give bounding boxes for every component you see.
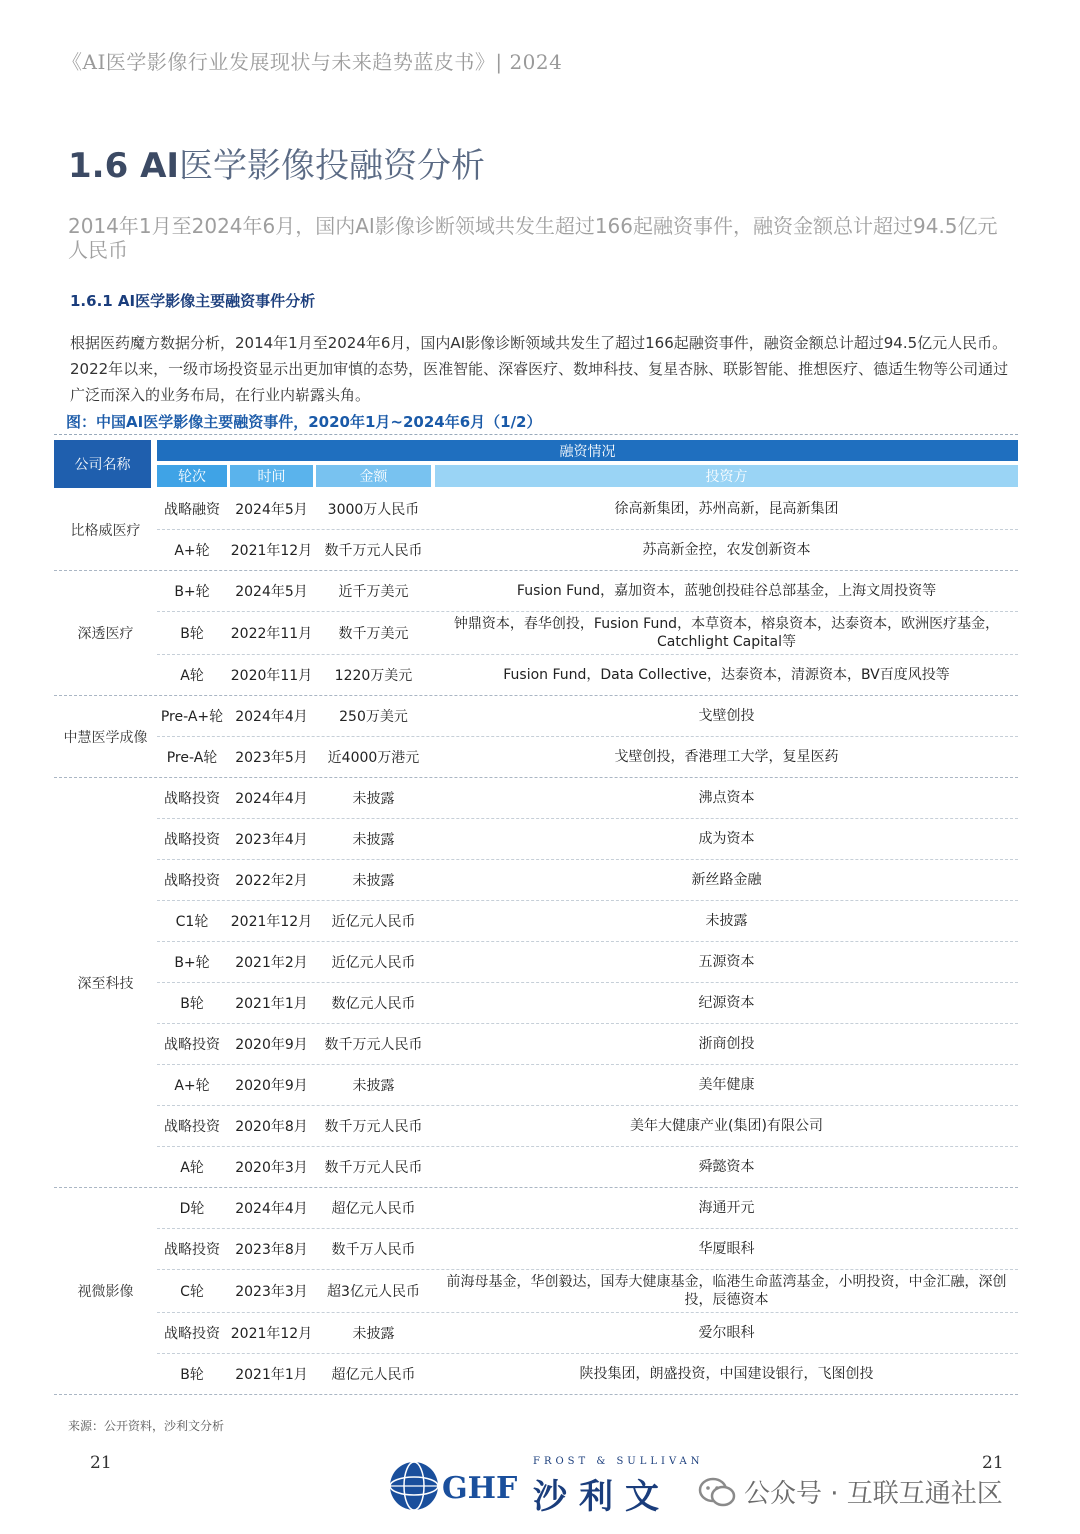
table-row — [157, 737, 1018, 777]
round-cell: Pre-A+轮 — [160, 709, 224, 725]
table-row — [157, 489, 1018, 530]
date-cell: 2021年1月 — [235, 996, 308, 1012]
round-cell: C轮 — [180, 1284, 204, 1300]
date-cell: 2023年5月 — [235, 750, 308, 766]
round-cell: B轮 — [180, 1367, 204, 1383]
investors-cell: 未披露 — [705, 913, 748, 929]
investors-cell: 戈壁创投 — [698, 708, 755, 724]
table-row — [157, 901, 1018, 942]
round-cell: A轮 — [180, 1160, 204, 1176]
wechat-label: 公众号 · 互联互通社区 — [744, 1479, 1003, 1509]
page-number-left: 21 — [90, 1453, 112, 1473]
frost-sullivan-logo — [533, 1456, 703, 1518]
table-row — [157, 1270, 1018, 1313]
investors-cell: 海通开元 — [698, 1200, 755, 1216]
frost-sullivan-en: FROST & SULLIVAN — [533, 1456, 704, 1467]
amount-cell: 超3亿元人民币 — [327, 1284, 420, 1300]
date-cell: 2020年9月 — [235, 1037, 308, 1053]
table-row — [157, 1147, 1018, 1187]
amount-cell: 未披露 — [352, 1078, 395, 1094]
wechat-watermark — [698, 1473, 1003, 1510]
company-group — [54, 571, 1018, 696]
amount-cell: 近千万美元 — [338, 584, 409, 600]
investors-cell: 华厦眼科 — [698, 1241, 755, 1257]
table-row — [157, 942, 1018, 983]
amount-cell: 数千万美元 — [338, 626, 409, 642]
investors-cell: 钟鼎资本，春华创投，Fusion Fund，本草资本，榕泉资本，达泰资本，欧洲医疗基金，Catchlight Capital等 — [453, 616, 1000, 650]
running-header: 《AI医学影像行业发展现状与未来趋势蓝皮书》| 2024 — [62, 50, 563, 74]
amount-cell: 数千万元人民币 — [324, 543, 423, 559]
round-cell: 战略投资 — [164, 1242, 220, 1258]
amount-cell: 未披露 — [352, 873, 395, 889]
company-group — [54, 489, 1018, 571]
source-note: 来源：公开资料，沙利文分析 — [68, 1419, 225, 1433]
investors-cell: 戈壁创投，香港理工大学，复星医药 — [614, 749, 839, 765]
amount-cell: 超亿元人民币 — [331, 1201, 416, 1217]
round-cell: C1轮 — [175, 914, 209, 930]
company-group — [54, 778, 1018, 1188]
header-date: 时间 — [230, 465, 313, 487]
amount-cell: 超亿元人民币 — [331, 1367, 416, 1383]
investors-cell: 美年健康 — [698, 1077, 755, 1093]
round-cell: A+轮 — [174, 1078, 210, 1094]
section-title-text: 医学影像投融资分析 — [179, 146, 486, 186]
date-cell: 2024年4月 — [235, 709, 308, 725]
table-row — [157, 778, 1018, 819]
date-cell: 2020年8月 — [235, 1119, 308, 1135]
investors-cell: 苏高新金控，农发创新资本 — [642, 542, 811, 558]
date-cell: 2024年4月 — [235, 1201, 308, 1217]
table-row — [157, 696, 1018, 737]
table-row — [157, 612, 1018, 655]
investors-cell: 新丝路金融 — [691, 872, 762, 888]
table-row — [157, 1229, 1018, 1270]
investors-cell: 成为资本 — [698, 831, 755, 847]
investors-cell: Fusion Fund，嘉加资本，蓝驰创投硅谷总部基金，上海文周投资等 — [516, 583, 937, 599]
date-cell: 2021年12月 — [230, 1326, 313, 1342]
header-company: 公司名称 — [54, 440, 151, 488]
date-cell: 2022年2月 — [235, 873, 308, 889]
table-row — [157, 819, 1018, 860]
date-cell: 2020年3月 — [235, 1160, 308, 1176]
date-cell: 2023年8月 — [235, 1242, 308, 1258]
company-name: 视微影像 — [77, 1284, 134, 1300]
round-cell: 战略投资 — [164, 1119, 220, 1135]
round-cell: Pre-A轮 — [166, 750, 218, 766]
header-investors: 投资方 — [435, 465, 1018, 487]
table-row — [157, 655, 1018, 695]
round-cell: 战略投资 — [164, 1037, 220, 1053]
date-cell: 2022年11月 — [230, 626, 313, 642]
table-row — [157, 1313, 1018, 1354]
header-financing: 融资情况 — [157, 440, 1018, 461]
round-cell: A轮 — [180, 668, 204, 684]
wechat-icon — [698, 1477, 736, 1507]
caption-divider — [54, 434, 1018, 435]
date-cell: 2021年12月 — [230, 914, 313, 930]
company-name: 中慧医学成像 — [63, 729, 148, 746]
round-cell: A+轮 — [174, 543, 210, 559]
body-paragraph: 根据医药魔方数据分析，2014年1月至2024年6月，国内AI影像诊断领域共发生了超过166起融资事件，融资金额总计超过94.5亿元人民币。2022年以来，一级市场投资显示出更加审慎的态势，医准智能、深睿医疗、数坤科技、复星杏脉、联影智能、推想医疗、德适生物等公司通过广泛而深入的业务布局，在行业内崭露头角。 — [70, 334, 1009, 404]
financing-table — [54, 489, 1018, 1395]
amount-cell: 数亿元人民币 — [331, 996, 416, 1012]
date-cell: 2021年1月 — [235, 1367, 308, 1383]
table-row — [157, 1065, 1018, 1106]
date-cell: 2024年5月 — [235, 502, 308, 518]
round-cell: B+轮 — [174, 955, 210, 971]
investors-cell: 五源资本 — [698, 954, 755, 970]
round-cell: B轮 — [180, 996, 204, 1012]
amount-cell: 近亿元人民币 — [331, 955, 416, 971]
date-cell: 2020年11月 — [230, 668, 313, 684]
lead-summary: 2014年1月至2024年6月，国内AI影像诊断领域共发生超过166起融资事件，融资金额总计超过94.5亿元人民币 — [68, 214, 998, 262]
date-cell: 2020年9月 — [235, 1078, 308, 1094]
amount-cell: 未披露 — [352, 1326, 395, 1342]
company-group — [54, 696, 1018, 778]
amount-cell: 未披露 — [352, 832, 395, 848]
date-cell: 2023年4月 — [235, 832, 308, 848]
frost-sullivan-cn: 沙利文 — [533, 1477, 671, 1517]
company-name: 比格威医疗 — [70, 522, 141, 539]
amount-cell: 近亿元人民币 — [331, 914, 416, 930]
table-row — [157, 571, 1018, 612]
amount-cell: 数千万元人民币 — [324, 1119, 423, 1135]
company-group — [54, 1188, 1018, 1395]
header-amount: 金额 — [316, 465, 431, 487]
table-row — [157, 530, 1018, 570]
section-number: 1.6 AI — [68, 146, 180, 186]
table-row — [157, 1188, 1018, 1229]
amount-cell: 1220万美元 — [334, 668, 413, 684]
globe-icon — [388, 1454, 518, 1514]
investors-cell: Fusion Fund，Data Collective，达泰资本，清源资本，BV百度风投等 — [503, 667, 950, 683]
amount-cell: 数千万元人民币 — [324, 1160, 423, 1176]
round-cell: B轮 — [180, 626, 204, 642]
round-cell: 战略投资 — [164, 1326, 220, 1342]
round-cell: 战略投资 — [164, 832, 220, 848]
round-cell: 战略投资 — [164, 873, 220, 889]
investors-cell: 浙商创投 — [698, 1036, 755, 1052]
amount-cell: 数千万元人民币 — [324, 1037, 423, 1053]
date-cell: 2023年3月 — [235, 1284, 308, 1300]
round-cell: D轮 — [179, 1201, 205, 1217]
table-row — [157, 1354, 1018, 1394]
header-round: 轮次 — [157, 465, 227, 487]
investors-cell: 爱尔眼科 — [698, 1325, 755, 1341]
investors-cell: 美年大健康产业(集团)有限公司 — [630, 1118, 823, 1134]
investors-cell: 舜懿资本 — [698, 1159, 755, 1175]
date-cell: 2021年2月 — [235, 955, 308, 971]
table-row — [157, 983, 1018, 1024]
table-row — [157, 860, 1018, 901]
amount-cell: 近4000万港元 — [327, 750, 420, 766]
table-row — [157, 1024, 1018, 1065]
company-name: 深至科技 — [77, 975, 134, 992]
amount-cell: 未披露 — [352, 791, 395, 807]
ghf-logo — [388, 1454, 518, 1514]
investors-cell: 纪源资本 — [698, 995, 755, 1011]
ghf-logo-text: GHF — [442, 1471, 518, 1506]
date-cell: 2021年12月 — [230, 543, 313, 559]
figure-caption: 图：中国AI医学影像主要融资事件，2020年1月~2024年6月（1/2） — [66, 413, 542, 431]
date-cell: 2024年5月 — [235, 584, 308, 600]
company-name: 深透医疗 — [77, 626, 134, 642]
investors-cell: 徐高新集团，苏州高新，昆高新集团 — [614, 501, 839, 517]
page-number-right: 21 — [982, 1453, 1004, 1473]
table-row — [157, 1106, 1018, 1147]
investors-cell: 沸点资本 — [698, 790, 755, 806]
investors-cell: 陕投集团，朗盛投资，中国建设银行，飞图创投 — [579, 1366, 874, 1382]
amount-cell: 3000万人民币 — [327, 502, 420, 518]
section-title — [68, 138, 485, 187]
amount-cell: 数千万人民币 — [331, 1242, 416, 1258]
round-cell: 战略投资 — [164, 791, 220, 807]
date-cell: 2024年4月 — [235, 791, 308, 807]
round-cell: 战略融资 — [164, 502, 220, 518]
table-header — [54, 440, 1018, 488]
subsection-heading: 1.6.1 AI医学影像主要融资事件分析 — [70, 292, 316, 310]
investors-cell: 前海母基金，华创毅达，国寿大健康基金，临港生命蓝湾基金，小明投资，中金汇融，深创投，辰德资本 — [446, 1274, 1007, 1308]
round-cell: B+轮 — [174, 584, 210, 600]
amount-cell: 250万美元 — [339, 709, 408, 725]
